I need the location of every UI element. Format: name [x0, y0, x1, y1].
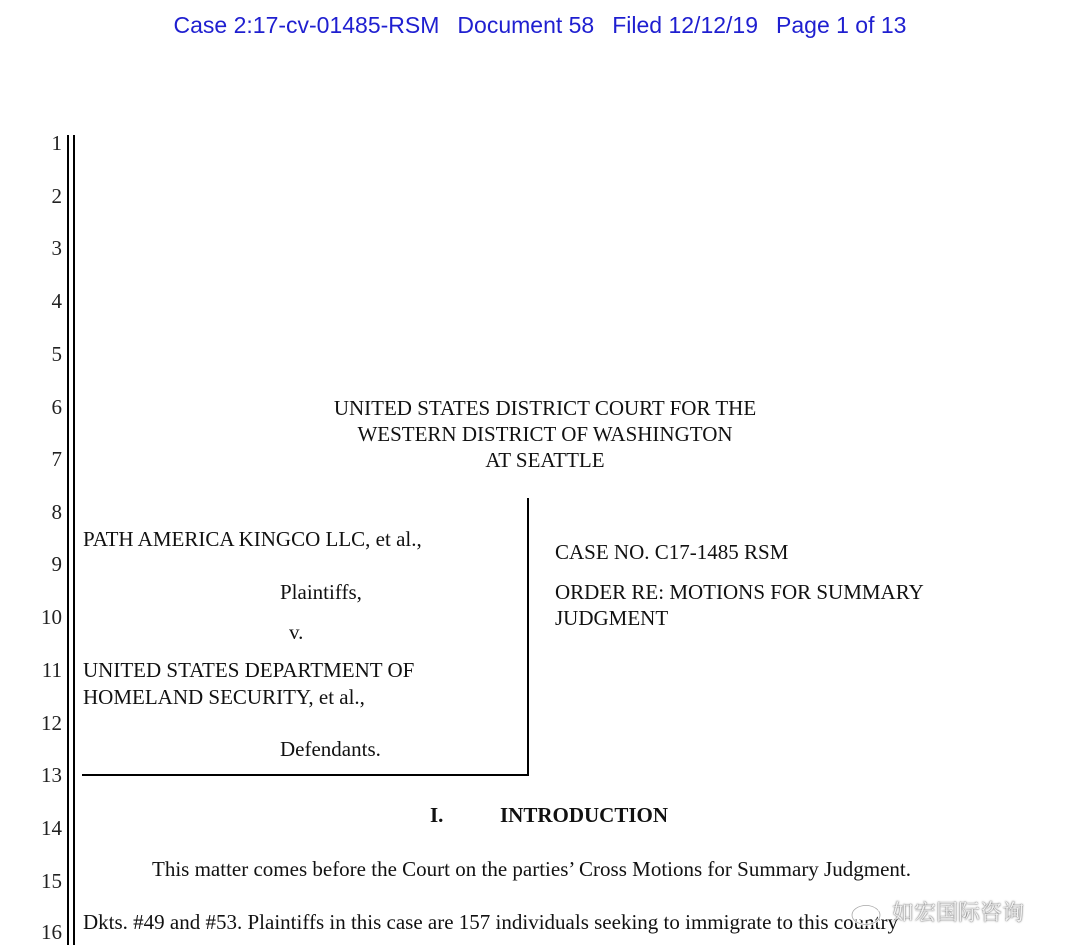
line-number: 9 — [51, 552, 62, 576]
margin-rule-inner — [73, 135, 75, 945]
case-number: CASE NO. C17-1485 RSM — [555, 540, 789, 564]
line-number: 8 — [51, 500, 62, 524]
plaintiffs-label: Plaintiffs, — [280, 580, 362, 604]
header-document-number: Document 58 — [457, 12, 595, 38]
document-header — [0, 12, 1080, 39]
court-heading-line1: UNITED STATES DISTRICT COURT FOR THE — [333, 396, 757, 420]
court-heading-line3: AT SEATTLE — [485, 448, 605, 472]
watermark — [850, 896, 1024, 927]
line-number: 15 — [41, 869, 62, 893]
watermark-text: 如宏国际咨询 — [892, 901, 1025, 926]
body-line-15: This matter comes before the Court on the parties’ Cross Motions for Summary Judgment. — [152, 857, 911, 881]
court-heading-line2: WESTERN DISTRICT OF WASHINGTON — [357, 422, 733, 446]
line-number: 7 — [51, 447, 62, 471]
line-number: 16 — [41, 920, 62, 944]
line-number: 10 — [41, 605, 62, 629]
weibo-logo-icon — [850, 898, 886, 926]
line-number: 4 — [51, 289, 62, 313]
defendant-name-line2: HOMELAND SECURITY, et al., — [83, 685, 365, 709]
court-heading — [240, 395, 850, 473]
line-number: 1 — [51, 131, 62, 155]
margin-rule-outer — [67, 135, 69, 945]
line-number: 5 — [51, 342, 62, 366]
header-page-count: Page 1 of 13 — [776, 12, 907, 38]
versus-label: v. — [289, 620, 304, 644]
line-number: 13 — [41, 763, 62, 787]
line-number: 2 — [51, 184, 62, 208]
plaintiff-name: PATH AMERICA KINGCO LLC, et al., — [83, 527, 422, 551]
line-number: 14 — [41, 816, 62, 840]
header-case-number: Case 2:17-cv-01485-RSM — [173, 12, 440, 38]
order-title-line1: ORDER RE: MOTIONS FOR SUMMARY — [555, 580, 924, 604]
caption-divider-vertical — [527, 498, 529, 776]
section-title: INTRODUCTION — [500, 803, 669, 827]
line-number: 3 — [51, 236, 62, 260]
order-title-line2: JUDGMENT — [555, 606, 669, 630]
line-number: 12 — [41, 711, 62, 735]
defendants-label: Defendants. — [280, 737, 381, 761]
line-number: 11 — [41, 658, 62, 682]
body-line-16: Dkts. #49 and #53. Plaintiffs in this case are 157 individuals seeking to immigrate to this country — [83, 910, 899, 934]
caption-divider-horizontal — [82, 774, 529, 776]
section-number: I. — [430, 803, 444, 827]
line-number: 6 — [51, 395, 62, 419]
defendant-name-line1: UNITED STATES DEPARTMENT OF — [83, 658, 415, 682]
header-filed-date: Filed 12/12/19 — [612, 12, 759, 38]
